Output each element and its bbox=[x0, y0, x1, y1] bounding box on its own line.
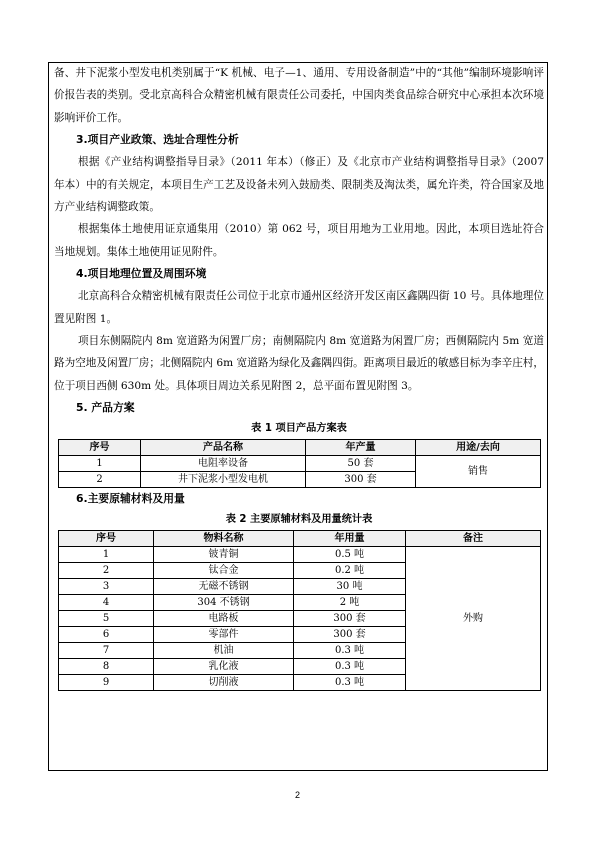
header-cell: 年用量 bbox=[294, 531, 406, 547]
table-cell: 0.2 吨 bbox=[294, 563, 406, 579]
table-cell: 机油 bbox=[154, 643, 294, 659]
section-6-heading: 6.主要原辅材料及用量 bbox=[76, 492, 185, 506]
materials-table bbox=[58, 530, 541, 691]
table-cell: 2 吨 bbox=[294, 595, 406, 611]
table-cell: 切削液 bbox=[154, 675, 294, 691]
table-cell: 2 bbox=[59, 472, 141, 488]
table-cell: 4 bbox=[59, 595, 154, 611]
table-cell: 井下泥浆小型发电机 bbox=[141, 472, 306, 488]
table-cell: 0.3 吨 bbox=[294, 643, 406, 659]
table-row bbox=[59, 547, 541, 563]
table-1-caption: 表 1 项目产品方案表 bbox=[251, 423, 347, 435]
table-cell: 乳化液 bbox=[154, 659, 294, 675]
section-3-heading: 3.项目产业政策、选址合理性分析 bbox=[76, 133, 239, 147]
table-cell: 6 bbox=[59, 627, 154, 643]
section-3-paragraph-1: 根据《产业结构调整指导目录》（2011 年本）（修正）及《北京市产业结构调整指导目录》（2007 年本）中的有关规定，本项目生产工艺及设备未列入鼓励类、限制类及淘汰类，属允许类，符合国家及地方产业结构调整政策。 bbox=[54, 156, 544, 214]
table-cell: 304 不锈钢 bbox=[154, 595, 294, 611]
table-cell: 7 bbox=[59, 643, 154, 659]
table-cell: 电阻率设备 bbox=[141, 456, 306, 472]
header-cell: 备注 bbox=[406, 531, 541, 547]
table-cell: 300 套 bbox=[294, 627, 406, 643]
header-cell: 用途/去向 bbox=[416, 440, 541, 456]
section-5-heading: 5. 产品方案 bbox=[76, 401, 135, 415]
table-cell: 铍青铜 bbox=[154, 547, 294, 563]
table-cell: 无磁不锈钢 bbox=[154, 579, 294, 595]
table-header-row bbox=[59, 531, 541, 547]
section-3-paragraph-2: 根据集体土地使用证京通集用（2010）第 062 号，项目用地为工业用地。因此，本项目选址符合当地规划。集体土地使用证见附件。 bbox=[54, 223, 544, 258]
table-cell: 1 bbox=[59, 547, 154, 563]
header-cell: 序号 bbox=[59, 440, 141, 456]
table-cell: 300 套 bbox=[306, 472, 416, 488]
header-cell: 产品名称 bbox=[141, 440, 306, 456]
section-4-heading: 4.项目地理位置及周围环境 bbox=[76, 267, 207, 281]
header-cell: 物料名称 bbox=[154, 531, 294, 547]
table-cell: 50 套 bbox=[306, 456, 416, 472]
table-header-row bbox=[59, 440, 541, 456]
table-cell: 钛合金 bbox=[154, 563, 294, 579]
header-cell: 年产量 bbox=[306, 440, 416, 456]
section-4-paragraph-1: 北京高科合众精密机械有限责任公司位于北京市通州区经济开发区南区鑫隅四街 10 号。具体地理位置见附图 1。 bbox=[54, 290, 544, 325]
document-body bbox=[54, 62, 544, 691]
table-cell: 5 bbox=[59, 611, 154, 627]
table-cell: 3 bbox=[59, 579, 154, 595]
page-number: 2 bbox=[294, 790, 300, 800]
header-cell: 序号 bbox=[59, 531, 154, 547]
table-cell: 8 bbox=[59, 659, 154, 675]
table-cell: 电路板 bbox=[154, 611, 294, 627]
table-cell: 0.5 吨 bbox=[294, 547, 406, 563]
table-cell: 30 吨 bbox=[294, 579, 406, 595]
section-4-paragraph-2: 项目东侧隔院内 8m 宽道路为闲置厂房；南侧隔院内 8m 宽道路为闲置厂房；西侧隔院内 5m 宽道路为空地及闲置厂房；北侧隔院内 6m 宽道路为绿化及鑫隅四街。距离项目最近的敏感目标为李辛庄村，位于项目西侧 630m 处。具体项目周边关系见附图 2，总平面布置见附图 3。 bbox=[54, 335, 544, 392]
intro-paragraph: 备、井下泥浆小型发电机类别属于“K 机械、电子—1、通用、专用设备制造”中的“其他”编制环境影响评价报告表的类别。受北京高科合众精密机械有限责任公司委托，中国肉类食品综合研究中心承担本次环境影响评价工作。 bbox=[54, 67, 544, 124]
table-cell: 零部件 bbox=[154, 627, 294, 643]
table-cell: 300 套 bbox=[294, 611, 406, 627]
table-cell: 0.3 吨 bbox=[294, 659, 406, 675]
table-cell: 1 bbox=[59, 456, 141, 472]
table-cell: 2 bbox=[59, 563, 154, 579]
remark-cell: 外购 bbox=[406, 547, 541, 691]
table-cell: 0.3 吨 bbox=[294, 675, 406, 691]
usage-cell: 销售 bbox=[416, 456, 541, 488]
table-row bbox=[59, 456, 541, 472]
product-table bbox=[58, 439, 541, 488]
table-2-caption: 表 2 主要原辅材料及用量统计表 bbox=[225, 514, 373, 526]
table-cell: 9 bbox=[59, 675, 154, 691]
